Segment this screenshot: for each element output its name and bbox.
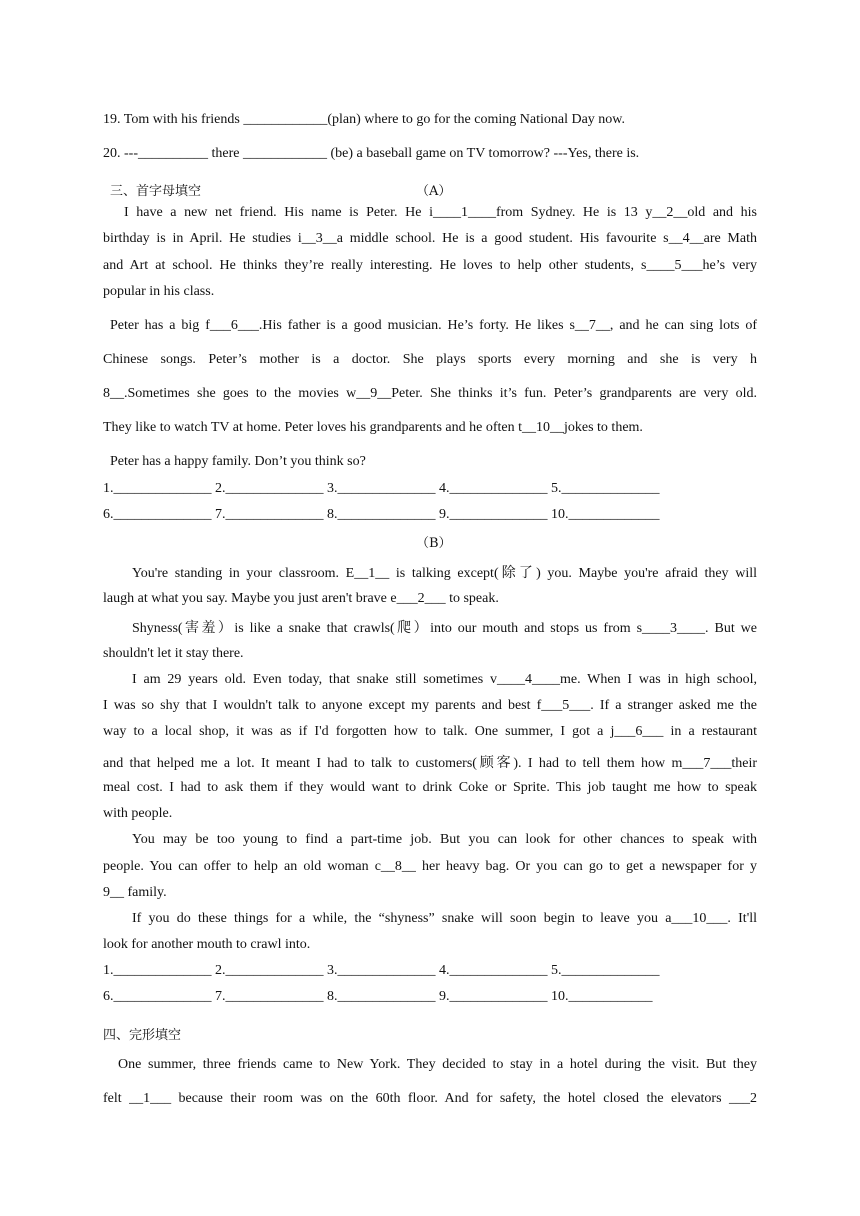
passage-a-line: I have a new net friend. His name is Peter. He i____1____from Sydney. He is 13 y__2__old and his: [124, 205, 757, 220]
cloze-line: One summer, three friends came to New York. They decided to stay in a hotel during the visit. But they: [118, 1057, 757, 1072]
passage-b-line: with people.: [103, 806, 173, 821]
passage-a-line: Chinese songs. Peter’s mother is a doctor. She plays sports every morning and she is very h: [103, 352, 757, 367]
passage-b-line: meal cost. I had to ask them if they would want to drink Coke or Sprite. This job taught me how to speak: [103, 780, 757, 795]
passage-a-line: Peter has a big f___6___.His father is a good musician. He’s forty. He likes s__7__, and he can sing lots of: [110, 318, 757, 333]
section-4-title: 四、完形填空: [103, 1028, 182, 1043]
passage-b-line: shouldn't let it stay there.: [103, 646, 244, 661]
answer-line-a: 1.______________ 2.______________ 3.______________ 4.______________ 5.______________: [103, 481, 660, 496]
passage-a-line: 8__.Sometimes she goes to the movies w__9__Peter. She thinks it’s fun. Peter’s grandparents are very old.: [103, 386, 757, 401]
passage-b-line: Shyness(害羞）is like a snake that crawls(爬）into our mouth and stops us from s____3____. But we: [132, 621, 757, 636]
part-b-label: （B）: [416, 536, 452, 551]
passage-a-line: Peter has a happy family. Don’t you think so?: [110, 454, 366, 469]
passage-b-line: laugh at what you say. Maybe you just aren't brave e___2___ to speak.: [103, 591, 499, 606]
passage-b-line: people. You can offer to help an old woman c__8__ her heavy bag. Or you can go to get a newspaper for y: [103, 859, 757, 874]
answer-line-b: 1.______________ 2.______________ 3.______________ 4.______________ 5.______________: [103, 963, 660, 978]
answer-line-b: 6.______________ 7.______________ 8.______________ 9.______________ 10.____________: [103, 989, 653, 1004]
passage-b-line: You may be too young to find a part-time job. But you can look for other chances to speak with: [132, 832, 757, 847]
passage-a-line: They like to watch TV at home. Peter loves his grandparents and he often t__10__jokes to them.: [103, 420, 643, 435]
passage-a-line: birthday is in April. He studies i__3__a middle school. He is a good student. His favourite s__4__are Math: [103, 231, 757, 246]
passage-b-line: I am 29 years old. Even today, that snake still sometimes v____4____me. When I was in high school,: [132, 672, 757, 687]
passage-b-line: I was so shy that I wouldn't talk to anyone except my parents and best f___5___. If a stranger asked me the: [103, 698, 757, 713]
passage-a-line: popular in his class.: [103, 284, 215, 299]
passage-a-line: and Art at school. He thinks they’re really interesting. He loves to help other students, s____5___he’s very: [103, 258, 757, 273]
section-3-title: 三、首字母填空: [110, 184, 202, 199]
question-19: 19. Tom with his friends ____________(plan) where to go for the coming National Day now.: [103, 112, 625, 127]
passage-b-line: and that helped me a lot. It meant I had to talk to customers(顾客). I had to tell them how m___7___their: [103, 756, 757, 771]
passage-b-line: If you do these things for a while, the “shyness” snake will soon begin to leave you a___10___. It'll: [132, 911, 757, 926]
answer-line-a: 6.______________ 7.______________ 8.______________ 9.______________ 10._____________: [103, 507, 660, 522]
passage-b-line: You're standing in your classroom. E__1__ is talking except(除了) you. Maybe you're afraid they will: [132, 566, 757, 581]
part-a-label: （A）: [416, 184, 452, 199]
passage-b-line: way to a local shop, it was as if I'd forgotten how to talk. One summer, I got a j___6___ in a restaurant: [103, 724, 757, 739]
cloze-line: felt __1___ because their room was on the 60th floor. And for safety, the hotel closed the elevators ___2: [103, 1091, 757, 1106]
passage-b-line: 9__ family.: [103, 885, 167, 900]
question-20: 20. ---__________ there ____________ (be) a baseball game on TV tomorrow? ---Yes, there is.: [103, 146, 640, 161]
passage-b-line: look for another mouth to crawl into.: [103, 937, 311, 952]
